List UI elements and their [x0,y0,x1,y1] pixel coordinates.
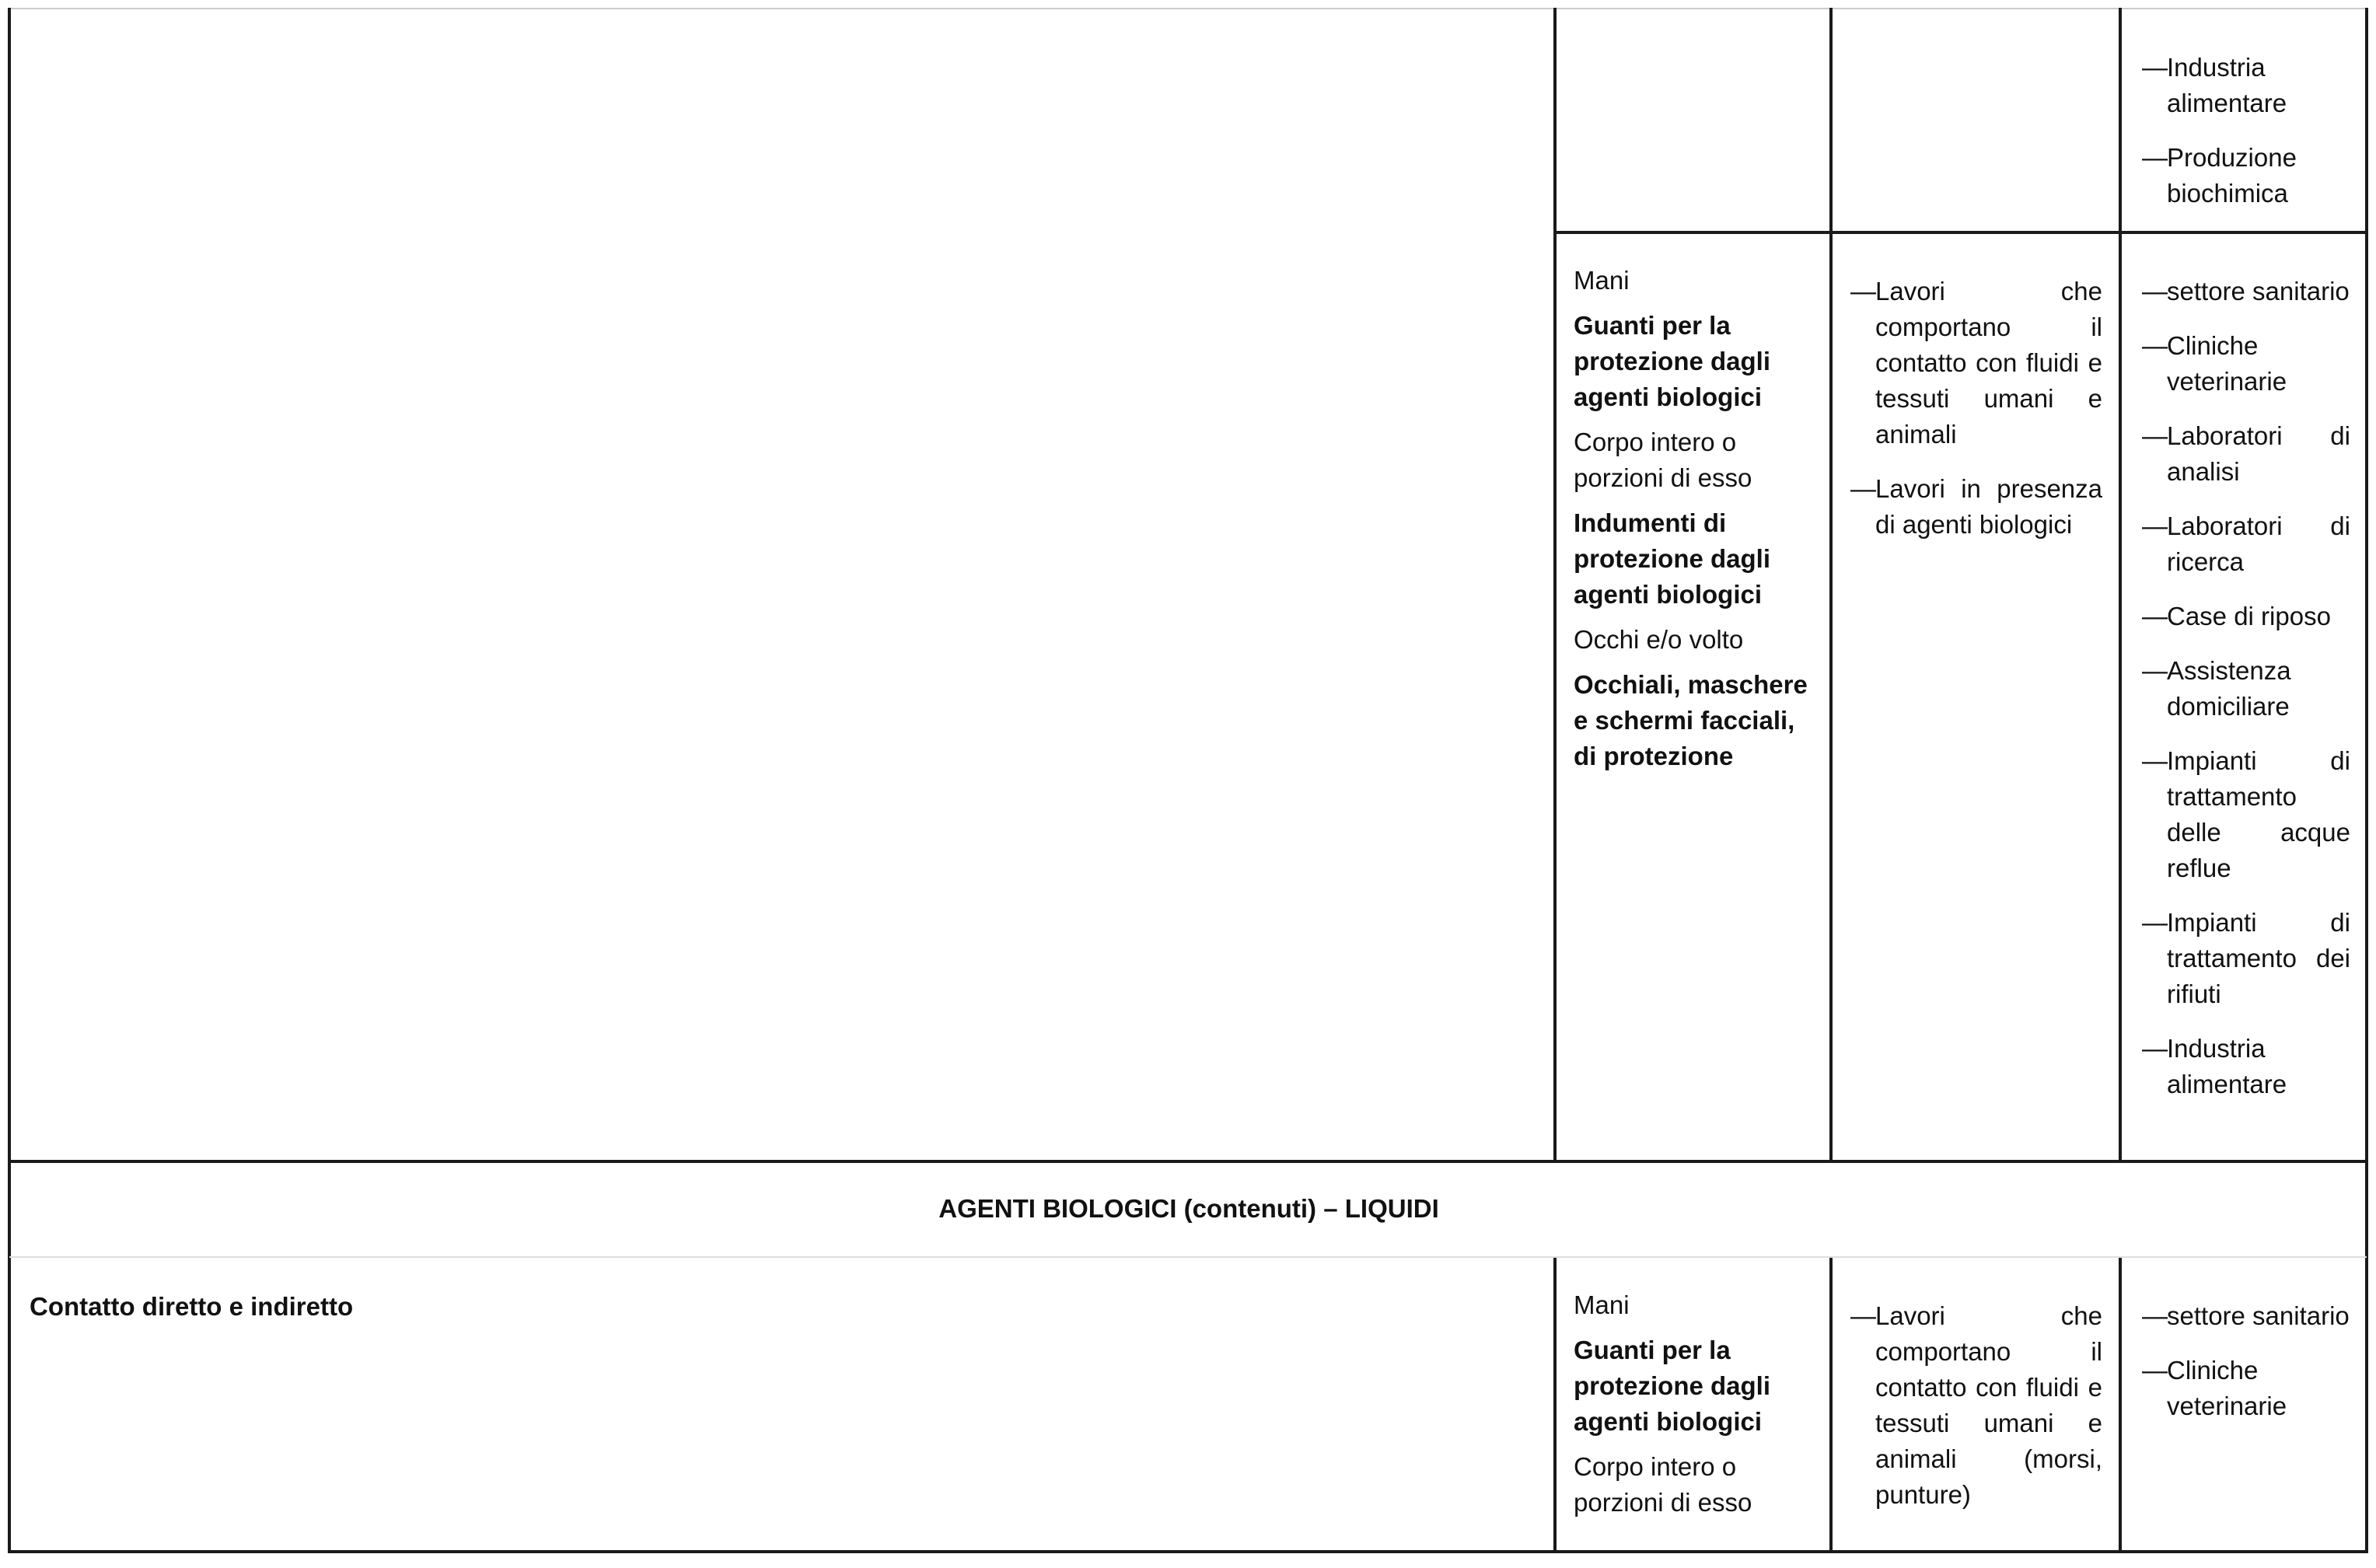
list-item: — Produzione biochimica [2142,140,2360,211]
list-item: — Laboratori di analisi [2142,418,2350,490]
dpi-gloves: Guanti per la protezione dagli agenti biologici [1574,311,1771,411]
liquidi-sectors-cell [2142,1298,2350,1443]
col-sep-2 [1829,8,1833,1163]
list-item: — Industria alimentare [2142,1031,2350,1102]
liquidi-dpi-cell [1574,1287,1815,1530]
top-row-sectors-list [2142,50,2360,211]
table-left-border [8,8,11,1553]
list-item: — Cliniche veterinarie [2142,1353,2350,1424]
body-area-eyes: Occhi e/o volto [1574,625,1744,654]
col-sep-3-lower [2119,1258,2122,1553]
list-item: — settore sanitario [2142,1298,2350,1334]
table-top-edge [9,8,2368,9]
table-bottom-border [8,1550,2368,1553]
list-item: — Impianti di trattamento delle acque reflue [2142,743,2350,886]
biologici-sectors-list [2142,274,2350,1102]
list-item: — Lavori che comportano il contatto con fluidi e tessuti umani e animali (morsi, punture) [1850,1298,2102,1513]
list-item: — Industria alimentare [2142,50,2360,121]
dpi-garments: Indumenti di protezione dagli agenti biologici [1574,508,1771,609]
list-item: — Lavori che comportano il contatto con fluidi e tessuti umani e animali [1850,274,2102,452]
body-area-body: Corpo intero o porzioni di esso [1574,1452,1752,1517]
biologici-sectors-cell [2142,274,2350,1121]
col-sep-1 [1553,8,1557,1163]
col-sep-1-lower [1553,1258,1557,1553]
section-bottom-edge [9,1256,2367,1258]
liquidi-risk-cell: Contatto diretto e indiretto [30,1292,354,1321]
biologici-activities-cell [1850,274,2102,561]
biologici-activities-list [1850,274,2102,543]
top-row-sectors-cell [2142,50,2360,230]
list-item: — settore sanitario [2142,274,2350,309]
list-item: — Laboratori di ricerca [2142,508,2350,580]
body-area-hands: Mani [1574,266,1630,295]
body-area-hands: Mani [1574,1290,1630,1319]
liquidi-activities-list [1850,1298,2102,1513]
list-item: — Assistenza domiciliare [2142,653,2350,725]
list-item: — Cliniche veterinarie [2142,328,2350,400]
list-item: — Case di riposo [2142,599,2350,634]
row-sep-top [1553,231,2368,234]
list-item: — Impianti di trattamento dei rifiuti [2142,905,2350,1012]
liquidi-sectors-list [2142,1298,2350,1424]
section-header: AGENTI BIOLOGICI (contenuti) – LIQUIDI [938,1194,1439,1223]
body-area-body: Corpo intero o porzioni di esso [1574,428,1752,492]
liquidi-activities-cell [1850,1298,2102,1531]
list-item: — Lavori in presenza di agenti biologici [1850,471,2102,543]
biologici-dpi-cell [1574,263,1815,784]
dpi-gloves: Guanti per la protezione dagli agenti biologici [1574,1336,1771,1436]
dpi-eye-protection: Occhiali, maschere e schermi facciali, di protezione [1574,670,1808,770]
table-right-border [2365,8,2368,1553]
col-sep-2-lower [1829,1258,1833,1553]
col-sep-3 [2119,8,2122,1163]
